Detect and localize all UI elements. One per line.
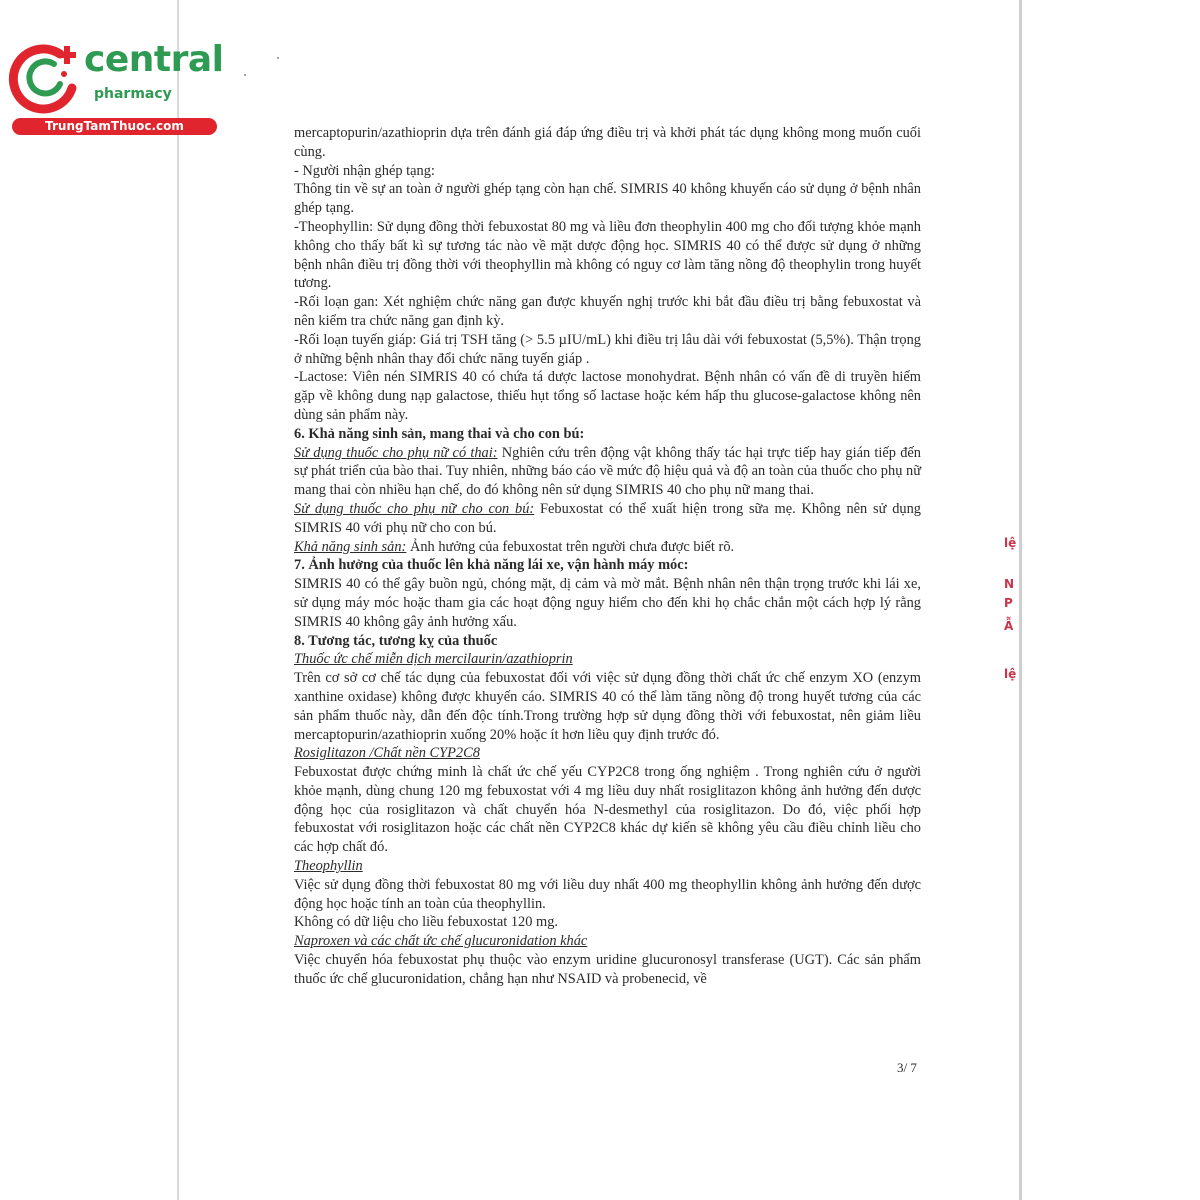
subheading: Sử dụng thuốc cho phụ nữ có thai: xyxy=(294,444,498,461)
paragraph: -Rối loạn gan: Xét nghiệm chức năng gan được khuyến nghị trước khi bắt đầu điều trị bằng febuxostat và nên kiểm tra chức năng gan định kỳ. xyxy=(294,294,921,329)
scan-speck xyxy=(244,74,246,76)
logo-subtitle: pharmacy xyxy=(94,86,172,102)
paragraph xyxy=(294,500,921,538)
paragraph xyxy=(294,744,921,763)
paragraph: Không có dữ liệu cho liều febuxostat 120 mg. xyxy=(294,914,558,931)
stamp-fragment: P xyxy=(1004,596,1013,610)
section-heading: 6. Khả năng sinh sản, mang thai và cho con bú: xyxy=(294,425,585,442)
paragraph: mercaptopurin/azathioprin dựa trên đánh giá đáp ứng điều trị và khởi phát tác dụng không mong muốn cuối cùng. xyxy=(294,125,921,160)
paragraph xyxy=(294,857,921,876)
subheading: Naproxen và các chất ức chế glucuronidation khác xyxy=(294,933,588,950)
scan-speck xyxy=(277,57,279,59)
paragraph: SIMRIS 40 có thể gây buồn ngủ, chóng mặt, dị cảm và mờ mắt. Bệnh nhân nên thận trọng trước khi lái xe, sử dụng máy móc hoặc tham gia các hoạt động nguy hiểm cho đến khi họ chắc chắn một cách hợp lý rằng SIMRIS 40 không gây ảnh hưởng xấu. xyxy=(294,576,921,630)
stamp-fragment: lệ xyxy=(1004,667,1017,681)
logo-wordmark: central xyxy=(84,39,224,80)
paragraph xyxy=(294,444,921,500)
stamp-fragment: lệ xyxy=(1004,536,1017,550)
subheading: Khả năng sinh sản: xyxy=(294,538,407,555)
paragraph xyxy=(294,932,921,951)
logo-website-bar: TrungTamThuoc.com xyxy=(12,118,217,135)
central-pharmacy-logo xyxy=(8,36,224,136)
paragraph: Trên cơ sở cơ chế tác dụng của febuxostat đối với việc sử dụng đồng thời chất ức chế enzym XO (enzym xanthine oxidase) không được khuyến cáo. SIMRIS 40 có thể làm tăng nồng độ trong huyết tương của các sản phẩm thuốc này, dẫn đến độc tính.Trong trường hợp sử dụng đồng thời với febuxostat, nên giảm liều mercaptopurin/azathioprin xuống 20% hoặc ít hơn liều quy định trước đó. xyxy=(294,670,921,743)
paragraph: -Rối loạn tuyến giáp: Giá trị TSH tăng (> 5.5 µIU/mL) khi điều trị lâu dài với febuxostat (5,5%). Thận trọng ở những bệnh nhân thay đổi chức năng tuyến giáp . xyxy=(294,331,921,367)
paragraph: -Theophyllin: Sử dụng đồng thời febuxostat 80 mg và liều đơn theophylin 400 mg cho đối tượng khỏe mạnh không cho thấy bất kì sự tương tác nào về mặt dược động học. SIMRIS 40 có thể được sử dụng ở những bệnh nhân điều trị đồng thời với theophyllin mà không có nguy cơ làm tăng nồng độ theophylin trong huyết tương. xyxy=(294,218,921,292)
paragraph: Febuxostat được chứng minh là chất ức chế yếu CYP2C8 trong ống nghiệm . Trong nghiên cứu ở người khỏe mạnh, dùng chung 120 mg febuxostat với 4 mg liều duy nhất rosiglitazon không ảnh hưởng đến dược động học của rosiglitazon và chất chuyển hóa N-desmethyl của rosiglitazon. Do đó, việc phối hợp febuxostat với rosiglitazon hoặc các chất nền CYP2C8 khác dự kiến sẽ không yêu cầu điều chỉnh liều cho các hợp chất đó. xyxy=(294,764,921,856)
paragraph: -Lactose: Viên nén SIMRIS 40 có chứa tá dược lactose monohydrat. Bệnh nhân có vấn đề di truyền hiếm gặp về không dung nạp galactose, thiếu hụt tổng số lactase hoặc kém hấp thu glucose-galactose không nên dùng sản phẩm này. xyxy=(294,369,921,423)
paragraph xyxy=(294,538,921,557)
paragraph: Việc chuyển hóa febuxostat phụ thuộc vào enzym uridine glucuronosyl transferase (UGT). Các sản phẩm thuốc ức chế glucuronidation, chẳng hạn như NSAID và probenecid, về xyxy=(294,952,921,987)
paragraph-text: Ảnh hưởng của febuxostat trên người chưa được biết rõ. xyxy=(406,538,735,555)
stamp-fragment: N xyxy=(1004,577,1015,591)
page-edge-left xyxy=(177,0,179,1200)
document-body xyxy=(294,124,921,989)
section-heading: 7. Ảnh hưởng của thuốc lên khả năng lái xe, vận hành máy móc: xyxy=(294,557,689,574)
paragraph: Thông tin về sự an toàn ở người ghép tạng còn hạn chế. SIMRIS 40 không khuyến cáo sử dụng ở bệnh nhân ghép tạng. xyxy=(294,181,921,217)
section-heading: 8. Tương tác, tương kỵ của thuốc xyxy=(294,632,498,649)
page-number: 3/ 7 xyxy=(897,1060,917,1075)
paragraph xyxy=(294,650,921,669)
paragraph: - Người nhận ghép tạng: xyxy=(294,162,435,179)
page-edge-right xyxy=(1019,0,1022,1200)
subheading: Thuốc ức chế miễn dịch mercilaurin/azathioprin xyxy=(294,651,573,668)
subheading: Theophyllin xyxy=(294,858,363,875)
central-logo-icon xyxy=(8,36,88,116)
subheading: Rosiglitazon /Chất nền CYP2C8 xyxy=(294,745,480,762)
paragraph-text: Febuxostat có thể xuất hiện trong sữa mẹ. Không nên sử dụng SIMRIS 40 với phụ nữ cho con bú. xyxy=(294,500,921,536)
subheading: Sử dụng thuốc cho phụ nữ cho con bú: xyxy=(294,500,535,517)
stamp-fragment: Ẫ xyxy=(1004,619,1014,633)
paragraph: Việc sử dụng đồng thời febuxostat 80 mg với liều duy nhất 400 mg theophyllin không ảnh hưởng đến dược động học hoặc tính an toàn của theophyllin. xyxy=(294,876,921,912)
paragraph-text: Nghiên cứu trên động vật không thấy tác hại trực tiếp hay gián tiếp đến sự phát triển của bào thai. Tuy nhiên, những báo cáo về mức độ hiệu quả và độ an toàn của thuốc cho phụ nữ mang thai còn nhiều hạn chế, do đó không nên sử dụng SIMRIS 40 cho phụ nữ mang thai. xyxy=(294,444,921,499)
